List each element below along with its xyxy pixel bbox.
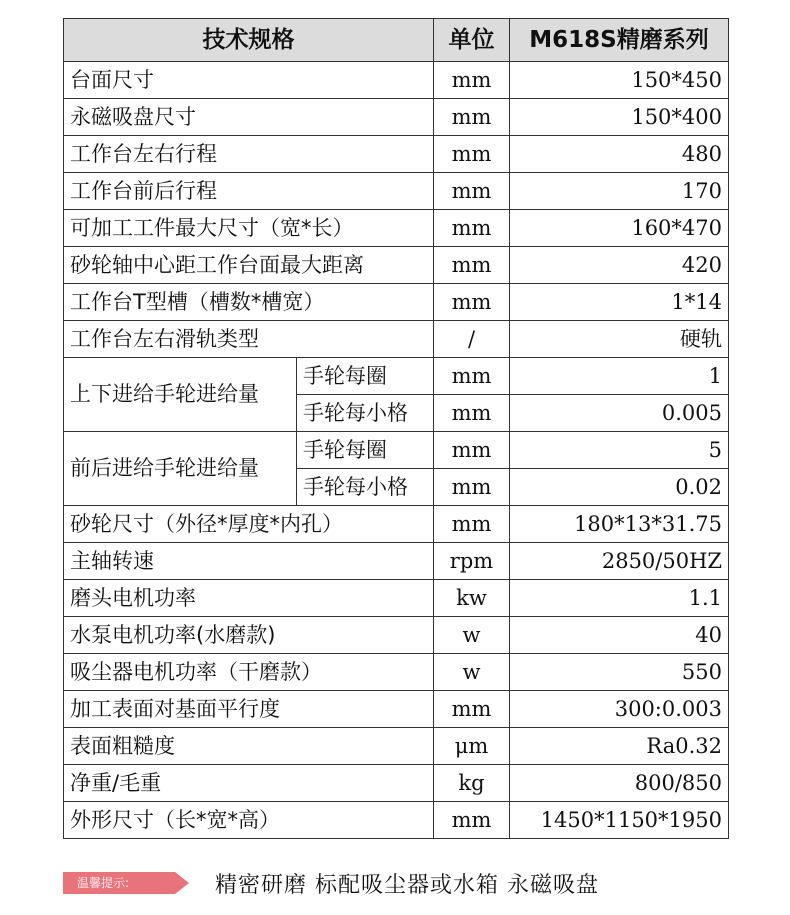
row-value: 1 (510, 358, 729, 395)
row-unit: mm (434, 210, 510, 247)
row-name: 工作台左右滑轨类型 (64, 321, 434, 358)
table-row (64, 580, 729, 617)
row-value: 420 (510, 247, 729, 284)
row-unit: mm (434, 395, 510, 432)
table-header-row (64, 19, 729, 62)
row-unit: w (434, 617, 510, 654)
row-value: 硬轨 (510, 321, 729, 358)
row-name: 水泵电机功率(水磨款) (64, 617, 434, 654)
sub-row-label: 手轮每小格 (297, 469, 434, 506)
group-name-cross-feed: 前后进给手轮进给量 (64, 432, 297, 506)
row-name: 工作台前后行程 (64, 173, 434, 210)
row-value: 1.1 (510, 580, 729, 617)
table-row (64, 506, 729, 543)
sub-row-label: 手轮每圈 (297, 358, 434, 395)
table-row (64, 210, 729, 247)
row-name: 砂轮轴中心距工作台面最大距离 (64, 247, 434, 284)
row-unit: mm (434, 802, 510, 839)
table-row (64, 728, 729, 765)
footer-tip (63, 868, 728, 900)
sub-row-label: 手轮每圈 (297, 432, 434, 469)
row-value: 180*13*31.75 (510, 506, 729, 543)
row-name: 砂轮尺寸（外径*厚度*内孔） (64, 506, 434, 543)
row-unit: μm (434, 728, 510, 765)
tip-arrow-icon (175, 872, 189, 894)
row-value: 2850/50HZ (510, 543, 729, 580)
table-row (64, 432, 729, 469)
row-unit: kg (434, 765, 510, 802)
table-row (64, 358, 729, 395)
table-row (64, 173, 729, 210)
group-name-vertical-feed: 上下进给手轮进给量 (64, 358, 297, 432)
row-name: 可加工工件最大尺寸（宽*长） (64, 210, 434, 247)
row-value: 0.02 (510, 469, 729, 506)
row-value: Ra0.32 (510, 728, 729, 765)
row-name: 吸尘器电机功率（干磨款） (64, 654, 434, 691)
row-value: 550 (510, 654, 729, 691)
row-name: 主轴转速 (64, 543, 434, 580)
table-row (64, 802, 729, 839)
header-series: M618S精磨系列 (510, 19, 729, 62)
row-name: 台面尺寸 (64, 62, 434, 99)
row-unit: mm (434, 358, 510, 395)
table-row (64, 99, 729, 136)
row-name: 外形尺寸（长*宽*高） (64, 802, 434, 839)
row-name: 工作台T型槽（槽数*槽宽） (64, 284, 434, 321)
row-value: 1450*1150*1950 (510, 802, 729, 839)
table-row (64, 136, 729, 173)
table-row (64, 617, 729, 654)
row-unit: kw (434, 580, 510, 617)
header-spec: 技术规格 (64, 19, 434, 62)
table-row (64, 321, 729, 358)
row-unit: mm (434, 469, 510, 506)
row-name: 净重/毛重 (64, 765, 434, 802)
row-unit: mm (434, 284, 510, 321)
row-unit: mm (434, 432, 510, 469)
spec-table (63, 18, 729, 839)
row-unit: mm (434, 247, 510, 284)
row-value: 300:0.003 (510, 691, 729, 728)
row-value: 40 (510, 617, 729, 654)
row-name: 表面粗糙度 (64, 728, 434, 765)
row-unit: mm (434, 173, 510, 210)
table-row (64, 62, 729, 99)
table-row (64, 543, 729, 580)
row-unit: / (434, 321, 510, 358)
table-row (64, 691, 729, 728)
row-name: 加工表面对基面平行度 (64, 691, 434, 728)
table-row (64, 284, 729, 321)
tip-text: 精密研磨 标配吸尘器或水箱 永磁吸盘 (215, 873, 599, 898)
header-unit: 单位 (434, 19, 510, 62)
row-name: 永磁吸盘尺寸 (64, 99, 434, 136)
row-name: 工作台左右行程 (64, 136, 434, 173)
row-value: 170 (510, 173, 729, 210)
row-unit: mm (434, 506, 510, 543)
row-unit: mm (434, 136, 510, 173)
row-unit: w (434, 654, 510, 691)
row-unit: mm (434, 691, 510, 728)
row-value: 800/850 (510, 765, 729, 802)
row-value: 0.005 (510, 395, 729, 432)
row-unit: rpm (434, 543, 510, 580)
table-row (64, 247, 729, 284)
row-unit: mm (434, 99, 510, 136)
row-value: 150*400 (510, 99, 729, 136)
row-value: 150*450 (510, 62, 729, 99)
tip-label: 温馨提示: (63, 872, 175, 894)
row-value: 1*14 (510, 284, 729, 321)
row-value: 5 (510, 432, 729, 469)
row-value: 160*470 (510, 210, 729, 247)
sub-row-label: 手轮每小格 (297, 395, 434, 432)
table-row (64, 654, 729, 691)
row-unit: mm (434, 62, 510, 99)
row-value: 480 (510, 136, 729, 173)
row-name: 磨头电机功率 (64, 580, 434, 617)
table-row (64, 765, 729, 802)
